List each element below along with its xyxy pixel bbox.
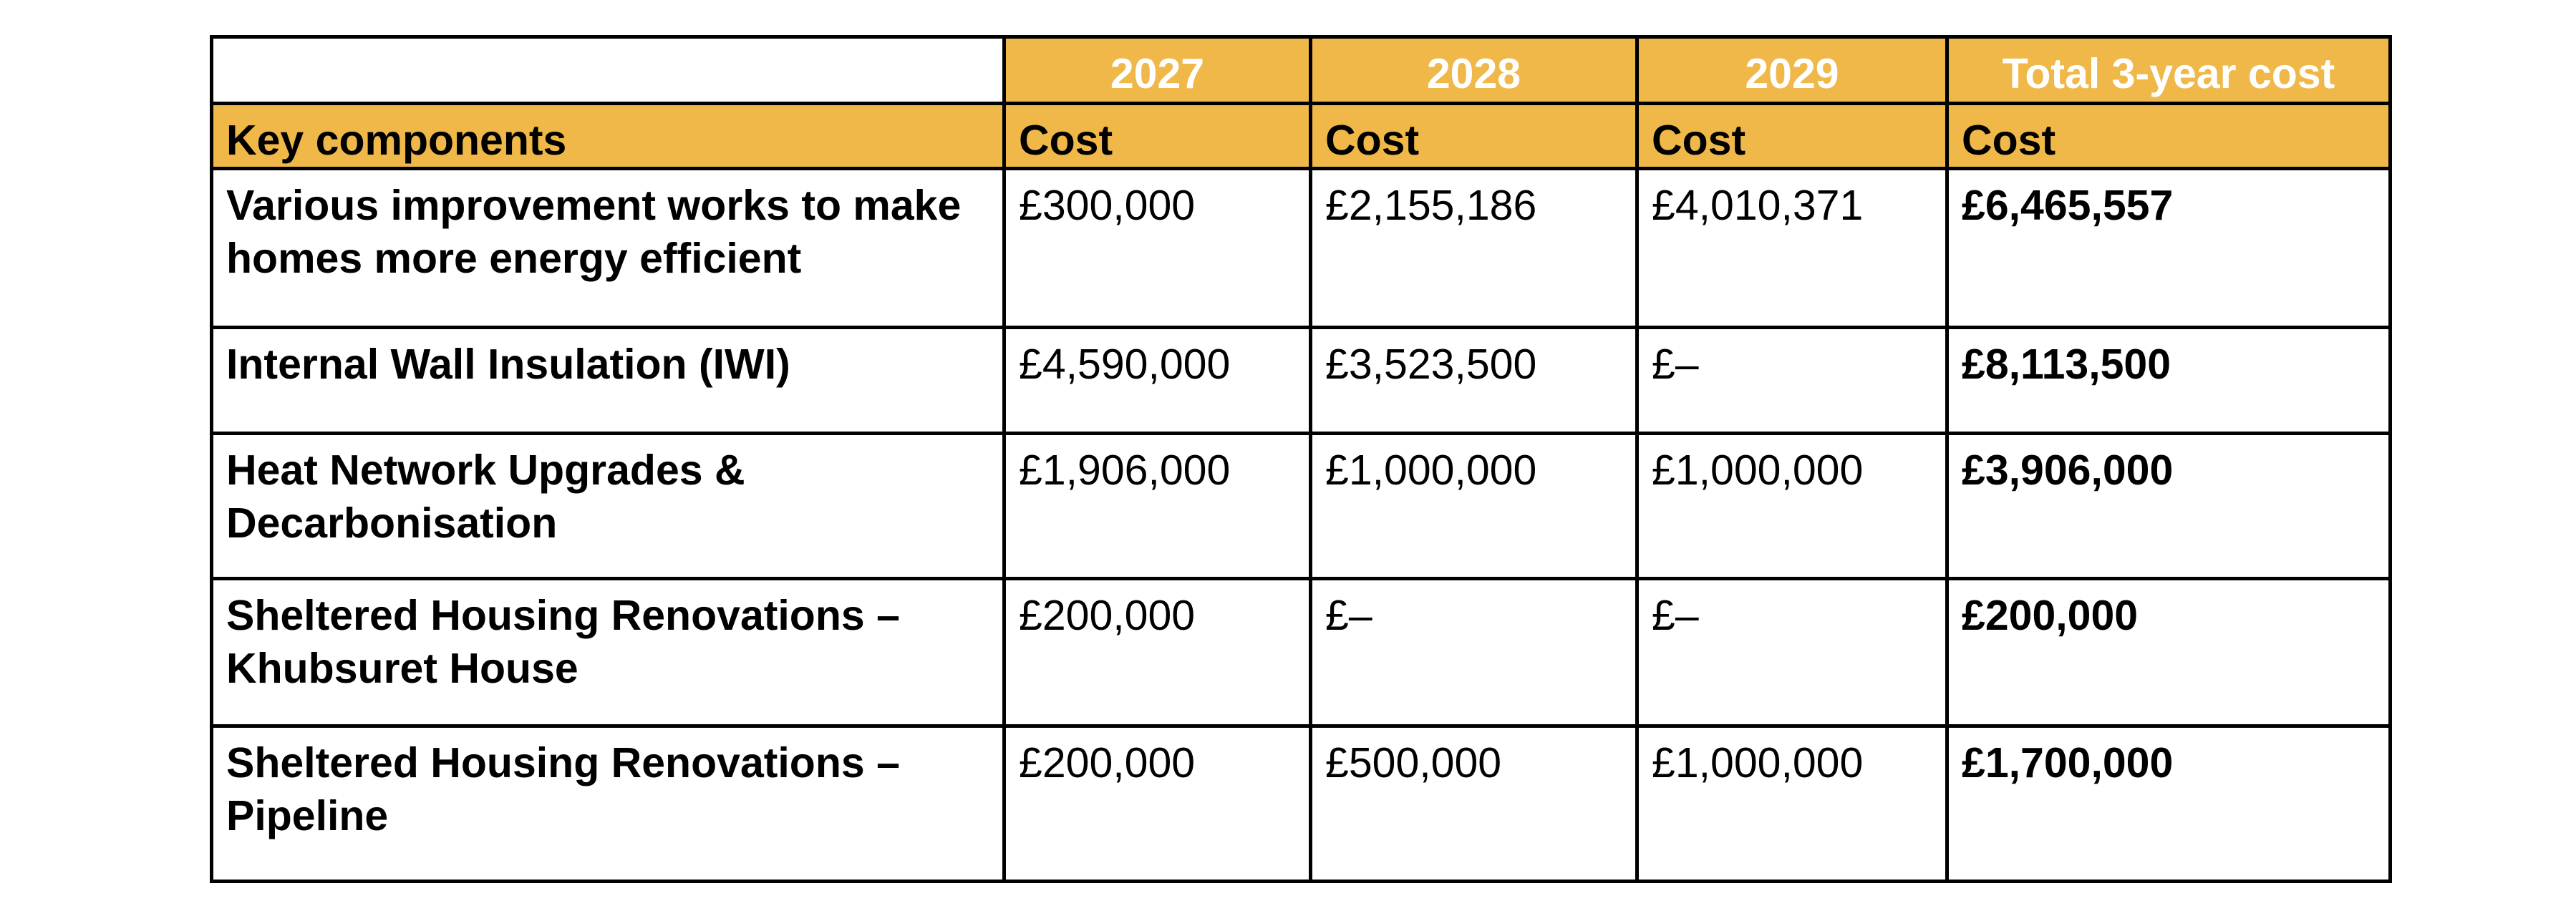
year-header-total: Total 3-year cost xyxy=(1947,37,2391,104)
component-cell: Various improvement works to make homes more energy efficient xyxy=(212,169,1004,328)
cost-cell-2028: £2,155,186 xyxy=(1311,169,1637,328)
cost-cell-2027: £300,000 xyxy=(1004,169,1311,328)
cost-cell-2029: £– xyxy=(1637,579,1947,726)
total-cost-cell: £6,465,557 xyxy=(1947,169,2391,328)
cost-cell-2029: £1,000,000 xyxy=(1637,434,1947,579)
cost-cell-2028: £– xyxy=(1311,579,1637,726)
cost-cell-2029: £4,010,371 xyxy=(1637,169,1947,328)
cost-cell-2027: £200,000 xyxy=(1004,579,1311,726)
components-header: Key components xyxy=(212,104,1004,169)
total-cost-cell: £3,906,000 xyxy=(1947,434,2391,579)
cost-cell-2028: £500,000 xyxy=(1311,726,1637,882)
cost-cell-2028: £3,523,500 xyxy=(1311,328,1637,434)
cost-label-2027: Cost xyxy=(1004,104,1311,169)
year-header-2028: 2028 xyxy=(1311,37,1637,104)
component-cell: Heat Network Upgrades & Decarbonisation xyxy=(212,434,1004,579)
cost-cell-2027: £200,000 xyxy=(1004,726,1311,882)
cost-label-total: Cost xyxy=(1947,104,2391,169)
cost-cell-2028: £1,000,000 xyxy=(1311,434,1637,579)
label-header-row xyxy=(212,104,2391,169)
cost-cell-2029: £1,000,000 xyxy=(1637,726,1947,882)
component-cell: Sheltered Housing Renovations – Pipeline xyxy=(212,726,1004,882)
cost-label-2028: Cost xyxy=(1311,104,1637,169)
table-row xyxy=(212,579,2391,726)
year-header-2027: 2027 xyxy=(1004,37,1311,104)
cost-cell-2029: £– xyxy=(1637,328,1947,434)
total-cost-cell: £1,700,000 xyxy=(1947,726,2391,882)
component-cell: Sheltered Housing Renovations – Khubsuret House xyxy=(212,579,1004,726)
year-header-row xyxy=(212,37,2391,104)
cost-table xyxy=(210,35,2392,883)
blank-header-cell xyxy=(212,37,1004,104)
total-cost-cell: £8,113,500 xyxy=(1947,328,2391,434)
total-cost-cell: £200,000 xyxy=(1947,579,2391,726)
component-cell: Internal Wall Insulation (IWI) xyxy=(212,328,1004,434)
cost-label-2029: Cost xyxy=(1637,104,1947,169)
cost-cell-2027: £1,906,000 xyxy=(1004,434,1311,579)
table-row xyxy=(212,328,2391,434)
table-row xyxy=(212,434,2391,579)
table-row xyxy=(212,726,2391,882)
year-header-2029: 2029 xyxy=(1637,37,1947,104)
cost-cell-2027: £4,590,000 xyxy=(1004,328,1311,434)
table-row xyxy=(212,169,2391,328)
